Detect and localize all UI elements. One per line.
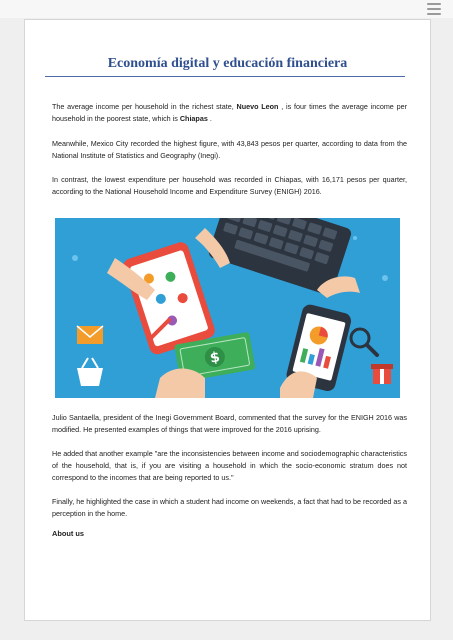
p1-text-a: The average income per household in the richest state, <box>52 102 237 111</box>
title-divider <box>45 76 405 77</box>
paragraph-inconsistencies: He added that another example "are the inconsistencies between income and sociodemographic characteristics of the household, that is, if you are visiting a household in which the socio-economic stratum does not correspond to the incomes that are being reported to us." <box>52 449 407 482</box>
viewer-topbar <box>0 0 453 18</box>
paragraph-mexico-city: Meanwhile, Mexico City recorded the highest figure, with 43,843 pesos per quarter, according to data from the National Institute of Statistics and Geography (Inegi). <box>52 139 407 160</box>
hero-illustration <box>55 218 400 398</box>
document-page <box>25 20 430 620</box>
paragraph-santaella: Julio Santaella, president of the Inegi Government Board, commented that the survey for the ENIGH 2016 was modified. He presented examples of things that were improved for the 2016 uprising. <box>52 413 407 434</box>
hero-svg <box>55 218 400 398</box>
p1-text-b: , is four times the average income per household in the poorest state, which is <box>52 102 407 123</box>
paragraph-income <box>52 101 407 125</box>
gift-icon <box>371 364 393 384</box>
svg-text:$: $ <box>208 349 222 367</box>
menu-icon[interactable] <box>427 3 441 15</box>
paragraph-student: Finally, he highlighted the case in which a student had income on weekends, a fact that had to be recorded as a perception in the home. <box>52 497 407 518</box>
state-rich: Nuevo Leon <box>236 102 279 111</box>
envelope-icon <box>77 326 103 344</box>
page-title: Economía digital y educación financiera <box>107 56 348 71</box>
p1-text-c: . <box>207 114 212 123</box>
about-us-heading[interactable]: About us <box>52 529 85 538</box>
state-poor: Chiapas <box>179 114 208 123</box>
paragraph-chiapas: In contrast, the lowest expenditure per household was recorded in Chiapas, with 16,171 pesos per quarter, according to the National Household Income and Expenditure Survey (ENIGH) 2016. <box>52 175 407 196</box>
